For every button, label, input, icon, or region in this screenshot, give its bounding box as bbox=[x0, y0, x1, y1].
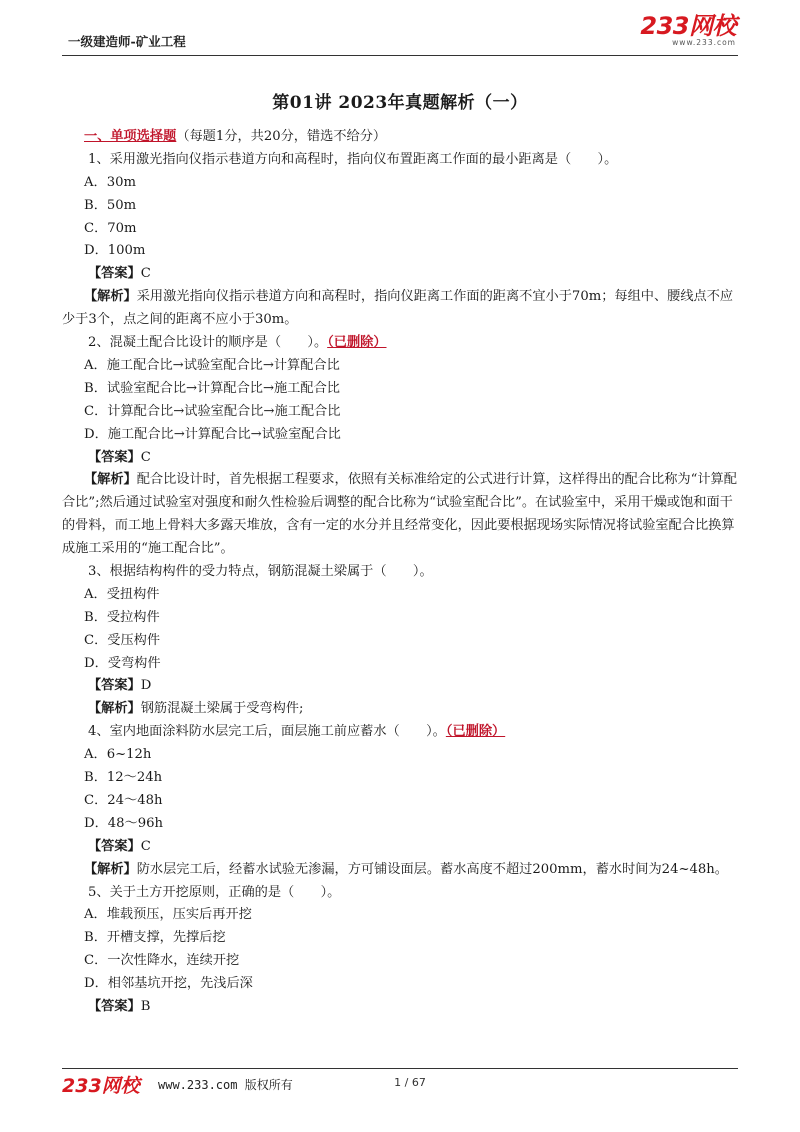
option: A．施工配合比→试验室配合比→计算配合比 bbox=[84, 357, 340, 373]
footer-logo: 233网校 bbox=[62, 1075, 140, 1097]
option: B．开槽支撑，先撑后挖 bbox=[84, 930, 226, 946]
answer: 【答案】C bbox=[88, 266, 151, 282]
question-stem: 5、关于土方开挖原则，正确的是（ ）。 bbox=[88, 884, 341, 900]
analysis: 【解析】钢筋混凝土梁属于受弯构件; bbox=[88, 701, 304, 717]
answer: 【答案】D bbox=[88, 678, 152, 694]
header-divider bbox=[62, 55, 738, 56]
brand-logo bbox=[640, 14, 736, 47]
option: C．一次性降水，连续开挖 bbox=[84, 953, 240, 969]
logo-text: 233网校 bbox=[640, 12, 736, 40]
option: C．受压构件 bbox=[84, 632, 161, 648]
footer-copyright: www.233.com 版权所有 bbox=[158, 1078, 293, 1092]
header-title: 一级建造师-矿业工程 bbox=[68, 34, 186, 49]
answer: 【答案】C bbox=[88, 449, 151, 465]
analysis: 【解析】防水层完工后，经蓄水试验无渗漏，方可铺设面层。蓄水高度不超过200mm，蓄水时间为24~48h。 bbox=[84, 861, 728, 877]
section-note: （每题1分，共20分，错选不给分） bbox=[176, 129, 387, 144]
option: B．试验室配合比→计算配合比→施工配合比 bbox=[84, 380, 340, 396]
option: B．12～24h bbox=[84, 770, 163, 786]
option: C．70m bbox=[84, 220, 137, 236]
answer: 【答案】B bbox=[88, 998, 151, 1014]
option: D．100m bbox=[84, 243, 146, 259]
deleted-tag: （已删除） bbox=[327, 335, 387, 351]
option: A．30m bbox=[84, 174, 136, 190]
option: D．48～96h bbox=[84, 815, 164, 831]
document-body bbox=[62, 126, 738, 1019]
page-title: 第01讲 2023年真题解析（一） bbox=[272, 93, 528, 113]
section-title: 一、单项选择题 bbox=[84, 129, 177, 144]
option: A．6~12h bbox=[84, 747, 152, 763]
option: D．施工配合比→计算配合比→试验室配合比 bbox=[84, 426, 341, 442]
analysis: 【解析】配合比设计时，首先根据工程要求，依照有关标准给定的公式进行计算，这样得出的配合比称为“计算配合比”;然后通过试验室对强度和耐久性检验后调整的配合比称为“试验室配合比”。在试验室中，采用干燥或饱和面干的骨料，而工地上骨料大多露天堆放，含有一定的水分并且经常变化，因此要根据现场实际情况将试验室配合比换算成施工采用的“施工配合比”。 bbox=[62, 472, 737, 557]
option: B．50m bbox=[84, 197, 137, 213]
option: A．受扭构件 bbox=[84, 586, 160, 602]
question-stem: 1、采用激光指向仪指示巷道方向和高程时，指向仪布置距离工作面的最小距离是（ ）。 bbox=[88, 151, 618, 167]
option: C．计算配合比→试验室配合比→施工配合比 bbox=[84, 403, 341, 419]
answer: 【答案】C bbox=[88, 838, 151, 854]
question-stem: 2、混凝土配合比设计的顺序是（ ）。（已删除） bbox=[88, 335, 387, 351]
option: A．堆载预压，压实后再开挖 bbox=[84, 907, 252, 923]
option: D．受弯构件 bbox=[84, 655, 161, 671]
analysis: 【解析】采用激光指向仪指示巷道方向和高程时，指向仪距离工作面的距离不宜小于70m；每组中、腰线点不应少于3个，点之间的距离不应小于30m。 bbox=[62, 289, 734, 328]
deleted-tag: （已删除） bbox=[445, 724, 506, 740]
footer-divider bbox=[62, 1068, 738, 1069]
question-stem: 3、根据结构构件的受力特点，钢筋混凝土梁属于（ ）。 bbox=[88, 564, 433, 580]
logo-url: www.233.com bbox=[672, 38, 736, 47]
option: B．受拉构件 bbox=[84, 609, 160, 625]
page-header bbox=[62, 0, 738, 60]
option: D．相邻基坑开挖，先浅后深 bbox=[84, 976, 253, 992]
page-number: 1 / 67 bbox=[394, 1076, 426, 1089]
option: C．24～48h bbox=[84, 792, 163, 808]
question-stem: 4、室内地面涂料防水层完工后，面层施工前应蓄水（ ）。（已删除） bbox=[88, 724, 506, 740]
section-heading bbox=[84, 126, 738, 149]
